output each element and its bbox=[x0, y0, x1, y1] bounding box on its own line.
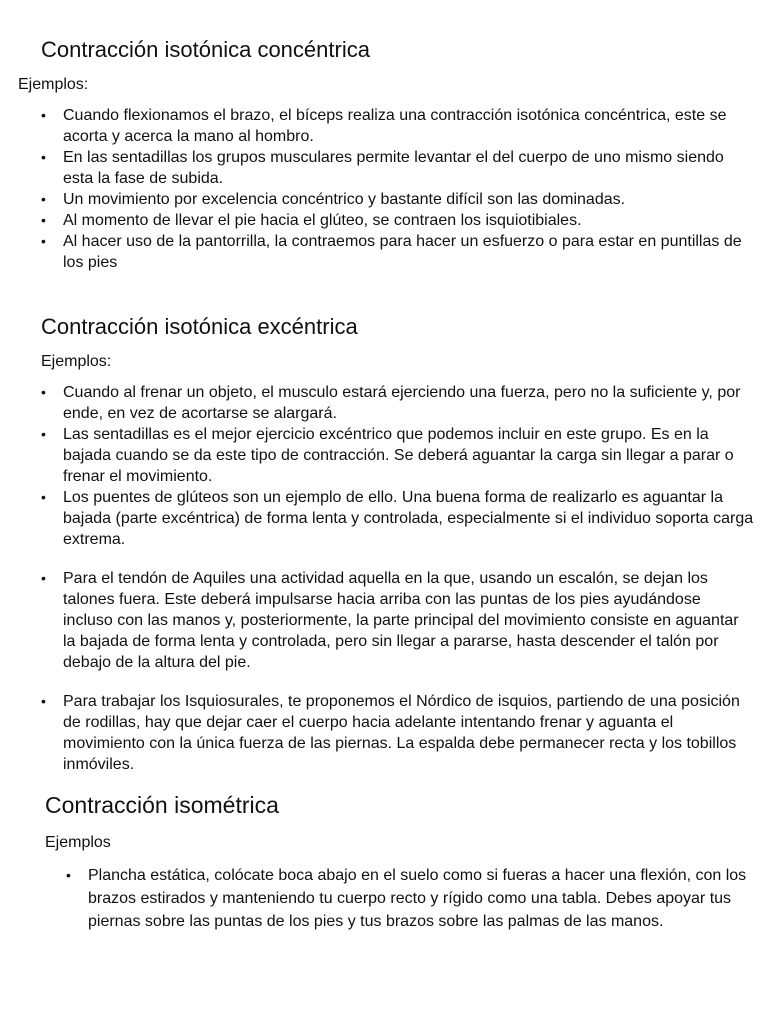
list-item-text: En las sentadillas los grupos musculares permite levantar el del cuerpo de uno mismo siendo esta la fase de subida. bbox=[63, 149, 724, 187]
list-item-text: Las sentadillas es el mejor ejercicio excéntrico que podemos incluir en este grupo. Es en la bajada cuando se da este tipo de contracción. Se deberá aguantar la carga sin llegar a parar o frenar el movimiento. bbox=[63, 426, 734, 485]
bullet-icon: • bbox=[66, 867, 71, 883]
bullet-icon: • bbox=[41, 426, 46, 442]
examples-label: Ejemplos: bbox=[41, 353, 112, 370]
list-item bbox=[64, 864, 754, 933]
list-item bbox=[39, 147, 754, 189]
bullet-icon: • bbox=[41, 149, 46, 165]
list-item-text: Los puentes de glúteos son un ejemplo de ello. Una buena forma de realizarlo es aguantar la bajada (parte excéntrica) de forma lenta y controlada, especialmente si el individuo soporta carga extrema. bbox=[63, 489, 754, 548]
bullet-icon: • bbox=[41, 693, 46, 709]
list-item bbox=[39, 105, 754, 147]
list-item bbox=[39, 487, 754, 550]
section-title: Contracción isotónica excéntrica bbox=[41, 314, 358, 339]
list-item bbox=[39, 189, 754, 210]
section-title: Contracción isométrica bbox=[45, 792, 279, 818]
bullet-icon: • bbox=[41, 233, 46, 249]
bullet-icon: • bbox=[41, 384, 46, 400]
list-item-text: Cuando al frenar un objeto, el musculo estará ejerciendo una fuerza, pero no la suficiente y, por ende, en vez de acortarse se alargará. bbox=[63, 384, 741, 422]
examples-list bbox=[39, 382, 754, 775]
list-item-text: Cuando flexionamos el brazo, el bíceps realiza una contracción isotónica concéntrica, este se acorta y acerca la mano al hombro. bbox=[63, 107, 727, 145]
examples-label: Ejemplos bbox=[45, 834, 111, 851]
examples-list bbox=[64, 864, 754, 933]
list-item-text: Al momento de llevar el pie hacia el glúteo, se contraen los isquiotibiales. bbox=[63, 212, 582, 229]
bullet-icon: • bbox=[41, 489, 46, 505]
bullet-icon: • bbox=[41, 212, 46, 228]
list-item bbox=[39, 382, 754, 424]
bullet-icon: • bbox=[41, 107, 46, 123]
examples-label: Ejemplos: bbox=[18, 76, 89, 93]
examples-list bbox=[39, 105, 754, 273]
list-item-text: Para el tendón de Aquiles una actividad aquella en la que, usando un escalón, se dejan los talones fuera. Este deberá impulsarse hacia arriba con las puntas de los pies ayudándose incluso con las manos y, posteriormente, la parte principal del movimiento consiste en aguantar la bajada de forma lenta y controlada, pero sin llegar a pararse, hasta descender el talón por debajo de la altura del pie. bbox=[63, 570, 739, 671]
list-item-text: Para trabajar los Isquiosurales, te proponemos el Nórdico de isquios, partiendo de una posición de rodillas, hay que dejar caer el cuerpo hacia adelante intentando frenar y aguanta el movimiento con la única fuerza de las piernas. La espalda debe permanecer recta y los tobillos inmóviles. bbox=[63, 693, 740, 773]
list-item bbox=[39, 424, 754, 487]
bullet-icon: • bbox=[41, 191, 46, 207]
list-item-text: Un movimiento por excelencia concéntrico y bastante difícil son las dominadas. bbox=[63, 191, 626, 208]
list-item-text: Al hacer uso de la pantorrilla, la contraemos para hacer un esfuerzo o para estar en puntillas de los pies bbox=[63, 233, 742, 271]
list-item bbox=[39, 231, 754, 273]
list-item bbox=[39, 210, 754, 231]
bullet-icon: • bbox=[41, 570, 46, 586]
section-title: Contracción isotónica concéntrica bbox=[41, 37, 370, 62]
list-item bbox=[39, 568, 754, 673]
list-item bbox=[39, 691, 754, 775]
list-item-text: Plancha estática, colócate boca abajo en el suelo como si fueras a hacer una flexión, con los brazos estirados y manteniendo tu cuerpo recto y rígido como una tabla. Debes apoyar tus piernas sobre las puntas de los pies y tus brazos sobre las palmas de las manos. bbox=[88, 867, 747, 930]
